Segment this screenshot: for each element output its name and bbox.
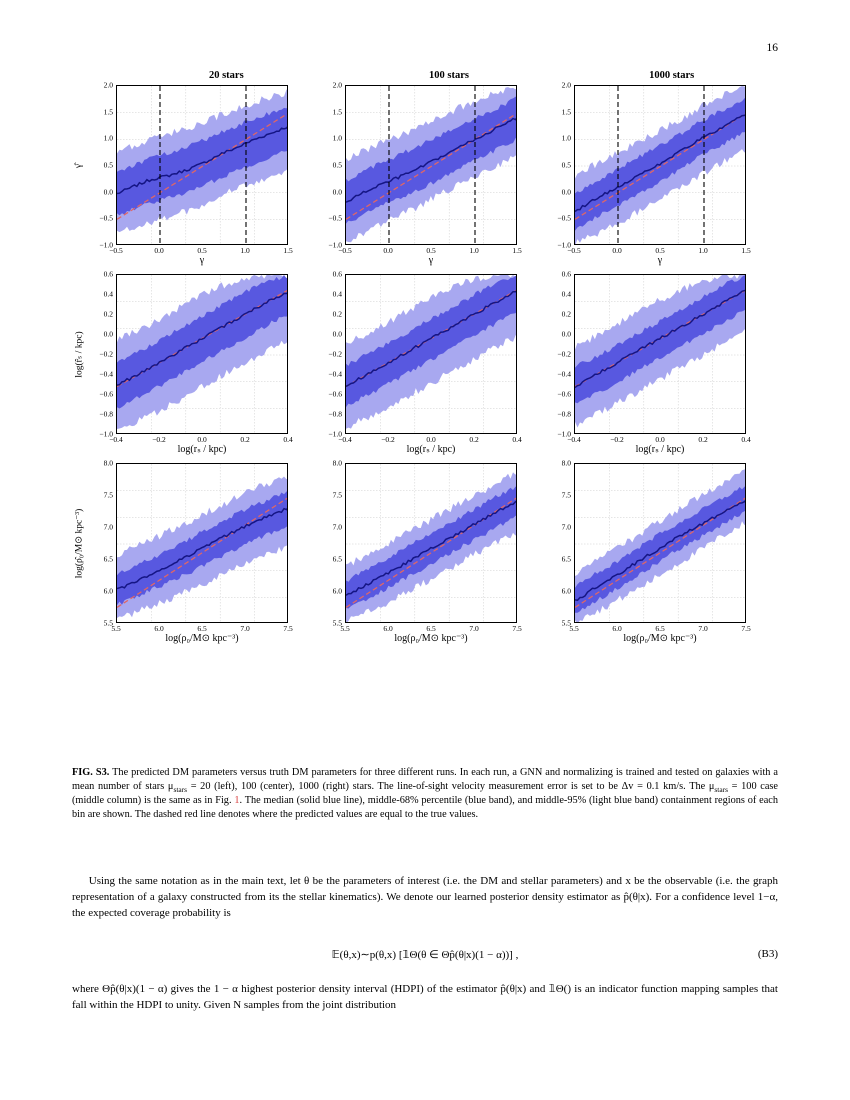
- y-tick: −0.2: [99, 349, 113, 359]
- y-tick: 0.2: [561, 309, 571, 319]
- x-tick: 0.4: [741, 435, 751, 444]
- column-title-100-stars: 100 stars: [429, 70, 469, 81]
- x-tick: 6.5: [655, 624, 665, 633]
- x-tick: 7.0: [698, 624, 708, 633]
- y-tick: −1.0: [557, 240, 571, 250]
- x-tick: 1.0: [240, 246, 250, 255]
- y-axis-ticks-r2-c0: [72, 458, 116, 628]
- plot-panel-r0-c2: [530, 80, 751, 268]
- y-tick: 5.5: [103, 618, 113, 628]
- x-axis-label-r1-c2: log(rₛ / kpc): [635, 444, 685, 455]
- plot-area-r0-c1: [345, 85, 517, 245]
- paragraph-2-text: where Θp̂(θ|x)(1 − α) gives the 1 − α highest posterior density interval (HDPI) of the estimator p̂(θ|x) and 𝟙Θ() is an indicator function mapping samples that fall within the HDPI to unity. Given N samples from the joint distribution: [72, 983, 778, 1011]
- x-tick: 6.5: [197, 624, 207, 633]
- y-tick: 0.0: [561, 329, 571, 339]
- x-tick: −0.2: [610, 435, 624, 444]
- x-tick: 1.0: [698, 246, 708, 255]
- x-axis-label-r0-c2: γ: [657, 255, 663, 266]
- y-tick: 0.0: [332, 187, 342, 197]
- plot-panel-r1-c0: [72, 269, 293, 457]
- x-tick: 0.5: [197, 246, 207, 255]
- x-axis-label-r1-c1: log(rₛ / kpc): [406, 444, 456, 455]
- x-axis-label-r1-c0: log(rₛ / kpc): [177, 444, 227, 455]
- y-tick: 0.0: [561, 187, 571, 197]
- x-tick: 0.0: [154, 246, 164, 255]
- x-tick: 0.0: [426, 435, 436, 444]
- y-tick: 0.0: [332, 329, 342, 339]
- y-tick: −1.0: [328, 240, 342, 250]
- x-axis-label-r0-c0: γ: [199, 255, 205, 266]
- x-tick: 1.0: [469, 246, 479, 255]
- x-tick: 1.5: [283, 246, 293, 255]
- x-tick: 0.4: [283, 435, 293, 444]
- caption-part1: The predicted DM parameters versus truth DM parameters for three different runs. In each run, a GNN and normalizing is trained and tested on galaxies with a mean number of stars μ: [72, 767, 779, 792]
- x-tick: −0.5: [567, 246, 581, 255]
- y-tick: 0.5: [332, 160, 342, 170]
- plot-area-r1-c0: [116, 274, 288, 434]
- x-tick: 7.5: [512, 624, 522, 633]
- caption-label: FIG. S3.: [72, 767, 110, 778]
- x-tick: −0.2: [152, 435, 166, 444]
- column-title-20-stars: 20 stars: [208, 70, 244, 81]
- x-axis-label-r2-c1: log(ρ₀/M⊙ kpc⁻³): [394, 633, 468, 644]
- x-tick: 6.5: [426, 624, 436, 633]
- x-tick: 5.5: [569, 624, 579, 633]
- x-axis-label-r0-c1: γ: [428, 255, 434, 266]
- plot-panel-r1-c1: [301, 269, 522, 457]
- page-number: 16: [766, 42, 778, 54]
- x-tick: 0.2: [469, 435, 479, 444]
- y-tick: 8.0: [103, 458, 113, 468]
- x-tick: −0.5: [338, 246, 352, 255]
- x-tick: 6.0: [612, 624, 622, 633]
- y-tick: −0.5: [99, 213, 113, 223]
- caption-part3: = 100 case (middle column) is the same as in Fig.: [72, 780, 778, 807]
- y-tick: 0.2: [332, 309, 342, 319]
- y-axis-ticks-r0-c2: [530, 80, 574, 250]
- x-tick: 0.5: [655, 246, 665, 255]
- x-tick: −0.4: [567, 435, 581, 444]
- x-tick: 1.5: [741, 246, 751, 255]
- plot-area-r0-c0: [116, 85, 288, 245]
- y-tick: 7.5: [103, 490, 113, 500]
- y-tick: −0.4: [328, 369, 342, 379]
- y-tick: −0.8: [328, 409, 342, 419]
- plot-area-r1-c2: [574, 274, 746, 434]
- x-tick: 7.5: [283, 624, 293, 633]
- caption-part2: = 20 (left), 100 (center), 1000 (right) stars. The line-of-sight velocity measurement error is set to be Δv = 0.1 km/s. The μ: [187, 780, 715, 792]
- y-tick: 0.0: [103, 329, 113, 339]
- y-tick: 0.6: [103, 269, 113, 279]
- y-tick: 1.5: [103, 107, 113, 117]
- y-tick: 2.0: [561, 80, 571, 90]
- y-tick: 1.0: [103, 133, 113, 143]
- column-title-1000-stars: 1000 stars: [649, 70, 695, 81]
- y-tick: 6.5: [332, 554, 342, 564]
- plot-area-r2-c2: [574, 463, 746, 623]
- y-tick: −0.8: [557, 409, 571, 419]
- x-tick: 6.0: [154, 624, 164, 633]
- figure-s3: [72, 70, 778, 650]
- x-axis-label-r2-c2: log(ρ₀/M⊙ kpc⁻³): [623, 633, 697, 644]
- y-tick: 6.0: [332, 586, 342, 596]
- y-tick: 0.4: [332, 289, 342, 299]
- plot-area-r2-c0: [116, 463, 288, 623]
- y-tick: −0.2: [328, 349, 342, 359]
- y-tick: 7.5: [561, 490, 571, 500]
- y-tick: 1.5: [561, 107, 571, 117]
- x-axis-label-r2-c0: log(ρ₀/M⊙ kpc⁻³): [165, 633, 239, 644]
- y-tick: −1.0: [557, 429, 571, 439]
- x-tick: −0.4: [109, 435, 123, 444]
- y-tick: 5.5: [561, 618, 571, 628]
- y-tick: 8.0: [561, 458, 571, 468]
- y-tick: −1.0: [328, 429, 342, 439]
- x-tick: 0.2: [698, 435, 708, 444]
- y-axis-ticks-r2-c1: [301, 458, 345, 628]
- y-tick: 0.0: [103, 187, 113, 197]
- plot-area-r0-c2: [574, 85, 746, 245]
- y-axis-ticks-r0-c0: [72, 80, 116, 250]
- paragraph-1-text: Using the same notation as in the main text, let θ be the parameters of interest (i.e. the DM and stellar parameters) and x be the observable (i.e. the graph representation of a galaxy constructed from its the stellar kinematics). We denote our learned posterior density estimator as p̂(θ|x). For a confidence level 1−α, the expected coverage probability is: [72, 875, 779, 919]
- y-axis-ticks-r2-c2: [530, 458, 574, 628]
- y-tick: 7.0: [332, 522, 342, 532]
- y-axis-label-row2: log(ρ̂₀/M⊙ kpc⁻³): [74, 508, 85, 579]
- plot-panel-r0-c0: [72, 80, 293, 268]
- plot-panel-r2-c1: [301, 458, 522, 646]
- y-tick: −0.5: [557, 213, 571, 223]
- x-tick: 5.5: [340, 624, 350, 633]
- caption-figure-reference[interactable]: 1: [234, 795, 240, 807]
- y-tick: 2.0: [332, 80, 342, 90]
- y-tick: −0.2: [557, 349, 571, 359]
- y-tick: 6.5: [103, 554, 113, 564]
- y-tick: 5.5: [332, 618, 342, 628]
- x-tick: 0.4: [512, 435, 522, 444]
- x-tick: 7.0: [240, 624, 250, 633]
- y-tick: 0.5: [561, 160, 571, 170]
- y-tick: −0.5: [328, 213, 342, 223]
- y-tick: 6.0: [103, 586, 113, 596]
- y-tick: 0.6: [561, 269, 571, 279]
- y-tick: −0.6: [328, 389, 342, 399]
- y-axis-label-row1: log(r̂ₛ / kpc): [74, 331, 85, 378]
- y-tick: 0.6: [332, 269, 342, 279]
- y-tick: −1.0: [99, 429, 113, 439]
- figure-row-rho0: [72, 458, 778, 646]
- x-tick: 0.5: [426, 246, 436, 255]
- y-tick: −0.6: [557, 389, 571, 399]
- y-axis-ticks-r0-c1: [301, 80, 345, 250]
- y-tick: 1.5: [332, 107, 342, 117]
- figure-row-gamma: [72, 80, 778, 268]
- y-tick: 0.4: [103, 289, 113, 299]
- plot-panel-r2-c0: [72, 458, 293, 646]
- y-axis-ticks-r1-c0: [72, 269, 116, 439]
- x-tick: 0.0: [655, 435, 665, 444]
- y-tick: 6.5: [561, 554, 571, 564]
- x-tick: −0.4: [338, 435, 352, 444]
- y-tick: 7.0: [103, 522, 113, 532]
- plot-panel-r2-c2: [530, 458, 751, 646]
- plot-area-r1-c1: [345, 274, 517, 434]
- y-tick: 1.0: [561, 133, 571, 143]
- y-tick: 0.2: [103, 309, 113, 319]
- y-tick: 8.0: [332, 458, 342, 468]
- x-tick: 0.0: [612, 246, 622, 255]
- x-tick: 7.5: [741, 624, 751, 633]
- caption-sub1: stars: [173, 784, 188, 794]
- y-tick: 7.0: [561, 522, 571, 532]
- y-tick: 7.5: [332, 490, 342, 500]
- x-tick: 5.5: [111, 624, 121, 633]
- equation-b3: [72, 948, 778, 961]
- x-tick: 6.0: [383, 624, 393, 633]
- caption-part4: . The median (solid blue line), middle-68% percentile (blue band), and middle-95% (light blue band) containment regions of each bin are shown. The dashed red line denotes where the predicted values are equal to the true values.: [72, 795, 778, 820]
- y-tick: 0.5: [103, 160, 113, 170]
- x-tick: 0.0: [197, 435, 207, 444]
- x-tick: −0.2: [381, 435, 395, 444]
- body-paragraph-1: [72, 874, 778, 922]
- y-tick: −1.0: [99, 240, 113, 250]
- plot-panel-r1-c2: [530, 269, 751, 457]
- plot-panel-r0-c1: [301, 80, 522, 268]
- plot-area-r2-c1: [345, 463, 517, 623]
- caption-sub2: stars: [714, 784, 728, 794]
- figure-caption: [72, 766, 778, 822]
- x-tick: 0.0: [383, 246, 393, 255]
- figure-row-rs: [72, 269, 778, 457]
- x-tick: 7.0: [469, 624, 479, 633]
- y-tick: 0.4: [561, 289, 571, 299]
- body-paragraph-2: [72, 982, 778, 1014]
- y-tick: 6.0: [561, 586, 571, 596]
- y-tick: −0.4: [557, 369, 571, 379]
- y-tick: −0.6: [99, 389, 113, 399]
- equation-body: 𝔼(θ,x)∼p(θ,x) [𝟙Θ(θ ∈ Θp̂(θ|x)(1 − α))] ,: [331, 949, 519, 961]
- column-titles: [120, 70, 778, 83]
- y-tick: 2.0: [103, 80, 113, 90]
- y-tick: 1.0: [332, 133, 342, 143]
- y-axis-ticks-r1-c2: [530, 269, 574, 439]
- y-tick: −0.4: [99, 369, 113, 379]
- y-axis-ticks-r1-c1: [301, 269, 345, 439]
- x-tick: −0.5: [109, 246, 123, 255]
- x-tick: 0.2: [240, 435, 250, 444]
- y-axis-label-row0: γ̂: [73, 163, 84, 168]
- y-tick: −0.8: [99, 409, 113, 419]
- equation-number: (B3): [757, 948, 778, 960]
- x-tick: 1.5: [512, 246, 522, 255]
